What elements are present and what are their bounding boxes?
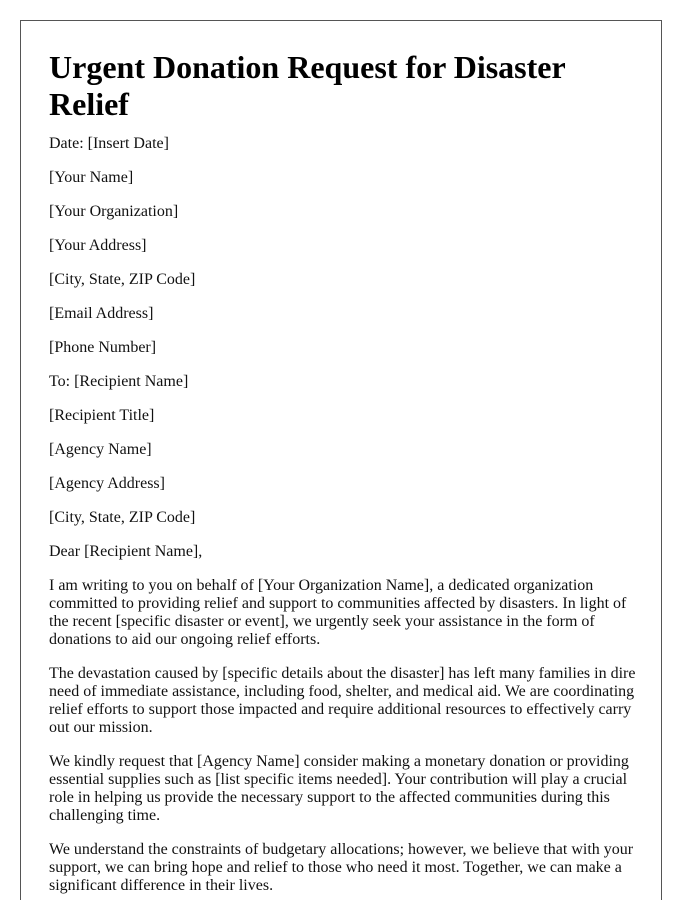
sender-city-state-zip: [City, State, ZIP Code] <box>49 271 196 288</box>
sender-email: [Email Address] <box>49 305 154 322</box>
recipient-name: To: [Recipient Name] <box>49 373 189 390</box>
sender-phone: [Phone Number] <box>49 339 157 356</box>
body-paragraph: The devastation caused by [specific details about the disaster] has left many families in dire need of immediate assistance, including food, shelter, and medical aid. We are coordinating relief efforts to support those impacted and require additional resources to effectively carry out our mission. <box>49 665 636 736</box>
sender-organization: [Your Organization] <box>49 203 179 220</box>
agency-address: [Agency Address] <box>49 475 165 492</box>
salutation: Dear [Recipient Name], <box>49 543 203 560</box>
letter-title: Urgent Donation Request for Disaster Relief <box>49 49 566 122</box>
recipient-title: [Recipient Title] <box>49 407 155 424</box>
body-paragraph: We understand the constraints of budgetary allocations; however, we believe that with your support, we can bring hope and relief to those who need it most. Together, we can make a significant difference in their lives. <box>49 841 634 894</box>
agency-city-state-zip: [City, State, ZIP Code] <box>49 509 196 526</box>
date-line: Date: [Insert Date] <box>49 135 169 152</box>
body-paragraph: I am writing to you on behalf of [Your Organization Name], a dedicated organization committed to providing relief and support to communities affected by disasters. In light of the recent [specific disaster or event], we urgently seek your assistance in the form of donations to aid our ongoing relief efforts. <box>49 577 627 648</box>
letter-body <box>49 577 641 895</box>
agency-name: [Agency Name] <box>49 441 152 458</box>
body-paragraph: We kindly request that [Agency Name] consider making a monetary donation or providing essential supplies such as [list specific items needed]. Your contribution will play a crucial role in helping us provide the necessary support to the affected communities during this challenging time. <box>49 753 629 824</box>
sender-address: [Your Address] <box>49 237 147 254</box>
sender-name: [Your Name] <box>49 169 134 186</box>
letter-header <box>49 135 641 561</box>
letter-page <box>20 20 662 900</box>
